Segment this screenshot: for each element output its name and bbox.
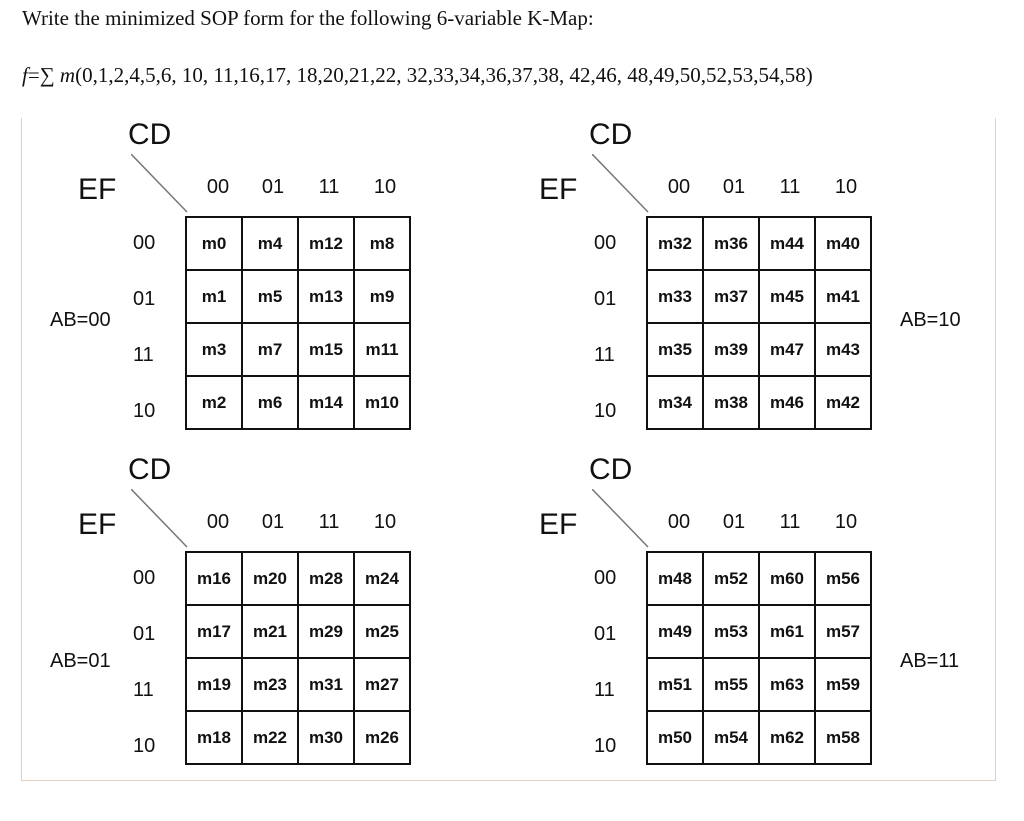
kmap-cell: m42 — [815, 376, 871, 429]
kmap-cell: m1 — [186, 270, 242, 323]
col-header: 00 — [206, 511, 230, 533]
kmap-cell: m38 — [703, 376, 759, 429]
col-header: 11 — [318, 511, 340, 533]
kmap-cell: m12 — [298, 217, 354, 270]
col-header: 11 — [779, 511, 801, 533]
axis-diagonal — [592, 154, 652, 216]
kmap-cell: m39 — [703, 323, 759, 376]
row-header: 10 — [133, 400, 156, 422]
kmap-cell: m6 — [242, 376, 298, 429]
row-header: 00 — [594, 567, 617, 589]
row-header: 11 — [594, 679, 615, 701]
col-header: 01 — [261, 176, 285, 198]
kmap-cell: m44 — [759, 217, 815, 270]
kmap-cell: m50 — [647, 711, 703, 764]
kmap-cell: m23 — [242, 658, 298, 711]
cd-label: CD — [128, 118, 172, 151]
kmap-cell: m63 — [759, 658, 815, 711]
kmap-grid — [646, 216, 872, 430]
ef-label: EF — [78, 173, 117, 206]
kmap-cell: m54 — [703, 711, 759, 764]
cd-label: CD — [128, 453, 172, 486]
kmap-cell: m16 — [186, 552, 242, 605]
kmap-cell: m33 — [647, 270, 703, 323]
kmap-row — [186, 376, 410, 429]
kmap-cell: m48 — [647, 552, 703, 605]
kmap-cell: m51 — [647, 658, 703, 711]
kmap-row — [186, 270, 410, 323]
kmap-cell: m55 — [703, 658, 759, 711]
kmap-cell: m5 — [242, 270, 298, 323]
row-header: 10 — [594, 735, 617, 757]
kmap-cell: m7 — [242, 323, 298, 376]
kmap-cell: m4 — [242, 217, 298, 270]
ef-label: EF — [539, 508, 578, 541]
kmap-cell: m18 — [186, 711, 242, 764]
question-text: Write the minimized SOP form for the following 6-variable K-Map: — [22, 6, 594, 30]
kmap-cell: m22 — [242, 711, 298, 764]
kmap-cell: m36 — [703, 217, 759, 270]
kmap-cell: m46 — [759, 376, 815, 429]
col-header: 01 — [261, 511, 285, 533]
ab-label-10: AB=10 — [900, 309, 961, 331]
kmap-cell: m62 — [759, 711, 815, 764]
formula-m: m — [59, 63, 76, 87]
col-header: 01 — [722, 511, 746, 533]
kmap-cell: m13 — [298, 270, 354, 323]
kmap-cell: m8 — [354, 217, 410, 270]
row-header: 01 — [133, 623, 156, 645]
axis-diagonal — [131, 489, 191, 551]
axis-diagonal — [131, 154, 191, 216]
col-header: 00 — [667, 176, 691, 198]
kmap-cell: m3 — [186, 323, 242, 376]
kmap-cell: m57 — [815, 605, 871, 658]
row-header: 01 — [594, 288, 617, 310]
kmap-ab11 — [483, 453, 923, 788]
kmap-cell: m26 — [354, 711, 410, 764]
kmap-cell: m41 — [815, 270, 871, 323]
kmap-row — [186, 323, 410, 376]
kmap-cell: m11 — [354, 323, 410, 376]
kmap-row — [186, 605, 410, 658]
kmap-cell: m24 — [354, 552, 410, 605]
kmap-cell: m53 — [703, 605, 759, 658]
ab-label-00: AB=00 — [50, 309, 111, 331]
kmap-row — [647, 376, 871, 429]
kmap-row — [647, 605, 871, 658]
kmap-row — [647, 323, 871, 376]
kmap-cell: m25 — [354, 605, 410, 658]
row-header: 01 — [594, 623, 617, 645]
cd-label: CD — [589, 118, 633, 151]
row-header: 11 — [133, 344, 154, 366]
kmap-cell: m32 — [647, 217, 703, 270]
formula-equals: = — [27, 63, 40, 87]
col-header: 10 — [834, 511, 858, 533]
kmap-row — [647, 658, 871, 711]
kmap-row — [647, 217, 871, 270]
col-header: 00 — [206, 176, 230, 198]
kmap-cell: m35 — [647, 323, 703, 376]
kmap-row — [647, 270, 871, 323]
kmap-cell: m58 — [815, 711, 871, 764]
kmap-cell: m59 — [815, 658, 871, 711]
kmap-row — [186, 217, 410, 270]
ab-label-01: AB=01 — [50, 650, 111, 672]
cd-label: CD — [589, 453, 633, 486]
formula-sum-symbol: ∑ — [39, 63, 55, 87]
kmap-cell: m10 — [354, 376, 410, 429]
kmap-cell: m14 — [298, 376, 354, 429]
kmap-cell: m45 — [759, 270, 815, 323]
col-header: 11 — [779, 176, 801, 198]
kmap-cell: m49 — [647, 605, 703, 658]
row-header: 10 — [594, 400, 617, 422]
col-header: 00 — [667, 511, 691, 533]
kmap-cell: m61 — [759, 605, 815, 658]
kmap-cell: m34 — [647, 376, 703, 429]
kmap-cell: m31 — [298, 658, 354, 711]
kmap-row — [647, 711, 871, 764]
row-header: 01 — [133, 288, 156, 310]
col-header: 10 — [834, 176, 858, 198]
kmap-cell: m40 — [815, 217, 871, 270]
kmap-cell: m29 — [298, 605, 354, 658]
kmap-cell: m20 — [242, 552, 298, 605]
kmap-cell: m15 — [298, 323, 354, 376]
kmap-row — [186, 658, 410, 711]
ef-label: EF — [539, 173, 578, 206]
col-header: 10 — [373, 511, 397, 533]
col-header: 11 — [318, 176, 340, 198]
kmap-ab01 — [22, 453, 462, 788]
row-header: 00 — [133, 567, 156, 589]
row-header: 10 — [133, 735, 156, 757]
kmap-cell: m47 — [759, 323, 815, 376]
kmap-row — [647, 552, 871, 605]
kmap-cell: m0 — [186, 217, 242, 270]
row-header: 00 — [594, 232, 617, 254]
kmap-cell: m30 — [298, 711, 354, 764]
kmap-cell: m43 — [815, 323, 871, 376]
formula-function: f — [22, 63, 28, 87]
kmap-cell: m52 — [703, 552, 759, 605]
col-header: 10 — [373, 176, 397, 198]
col-header: 01 — [722, 176, 746, 198]
kmap-grid — [185, 216, 411, 430]
row-header: 11 — [594, 344, 615, 366]
kmap-cell: m37 — [703, 270, 759, 323]
kmap-grid — [185, 551, 411, 765]
axis-diagonal — [592, 489, 652, 551]
kmap-row — [186, 552, 410, 605]
kmap-cell: m56 — [815, 552, 871, 605]
ab-label-11: AB=11 — [900, 650, 960, 672]
row-header: 11 — [133, 679, 154, 701]
kmap-grid — [646, 551, 872, 765]
kmap-cell: m19 — [186, 658, 242, 711]
ef-label: EF — [78, 508, 117, 541]
kmap-row — [186, 711, 410, 764]
kmap-ab00 — [22, 118, 462, 453]
minterm-formula — [22, 63, 813, 88]
kmap-ab10 — [483, 118, 923, 453]
kmap-cell: m28 — [298, 552, 354, 605]
kmap-cell: m60 — [759, 552, 815, 605]
formula-terms: (0,1,2,4,5,6, 10, 11,16,17, 18,20,21,22, 32,33,34,36,37,38, 42,46, 48,49,50,52,53,54,58) — [75, 63, 813, 87]
kmap-cell: m9 — [354, 270, 410, 323]
kmap-cell: m17 — [186, 605, 242, 658]
row-header: 00 — [133, 232, 156, 254]
kmap-cell: m27 — [354, 658, 410, 711]
kmap-cell: m2 — [186, 376, 242, 429]
kmap-cell: m21 — [242, 605, 298, 658]
